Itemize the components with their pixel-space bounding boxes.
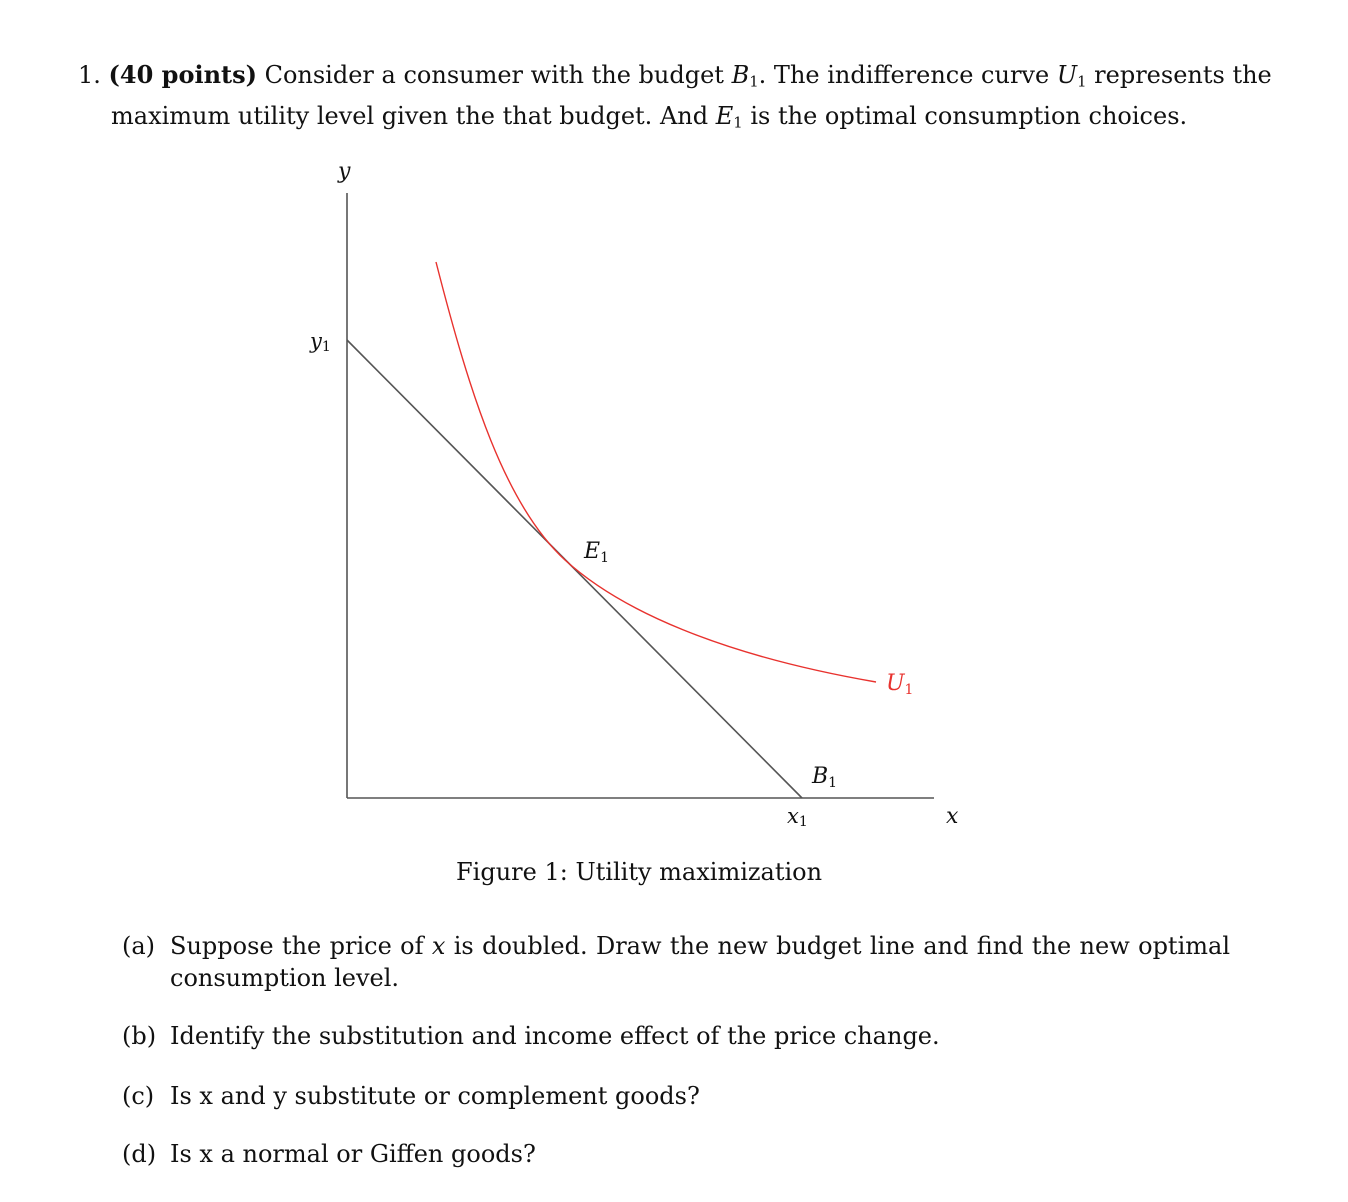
question-points: (40 points) [108,60,257,89]
header-text-5: is the optimal consumption choices. [742,101,1188,130]
indifference-curve-u1 [436,262,876,682]
header-text-2: . The indifference curve [758,61,1057,89]
b1-label: B1 [812,764,838,791]
part-text: Identify the substitution and income effect of the price change. [170,1022,940,1050]
part-label: (a) [122,932,156,960]
part-label: (d) [122,1140,157,1168]
part-label: (b) [122,1022,157,1050]
part-text: Suppose the price of x is doubled. Draw the new budget line and find the new optimal consumption level. [170,932,1230,992]
y1-label: y1 [310,329,331,355]
y-axis-label: y [338,159,351,184]
e1-label: E1 [584,539,609,566]
u1-label: U1 [886,671,914,698]
budget-symbol: $B_1$ [731,61,759,91]
figure-caption: Figure 1: Utility maximization [456,858,823,886]
part-label: (c) [122,1082,155,1110]
utility-symbol: $U_1$ [1056,61,1087,91]
optimum-symbol: $E_1$ [715,101,743,132]
x1-label: x1 [787,804,808,830]
part-text: Is x and y substitute or complement goods? [170,1082,700,1110]
x-axis-label: x [946,804,959,829]
question-number: 1. [78,61,101,89]
header-text-4: maximum utility level given the that budget. And [111,101,716,130]
header-text-3: represents the [1086,61,1272,89]
part-text: Is x a normal or Giffen goods? [170,1140,536,1168]
header-text-1: Consider a consumer with the budget [256,61,732,89]
